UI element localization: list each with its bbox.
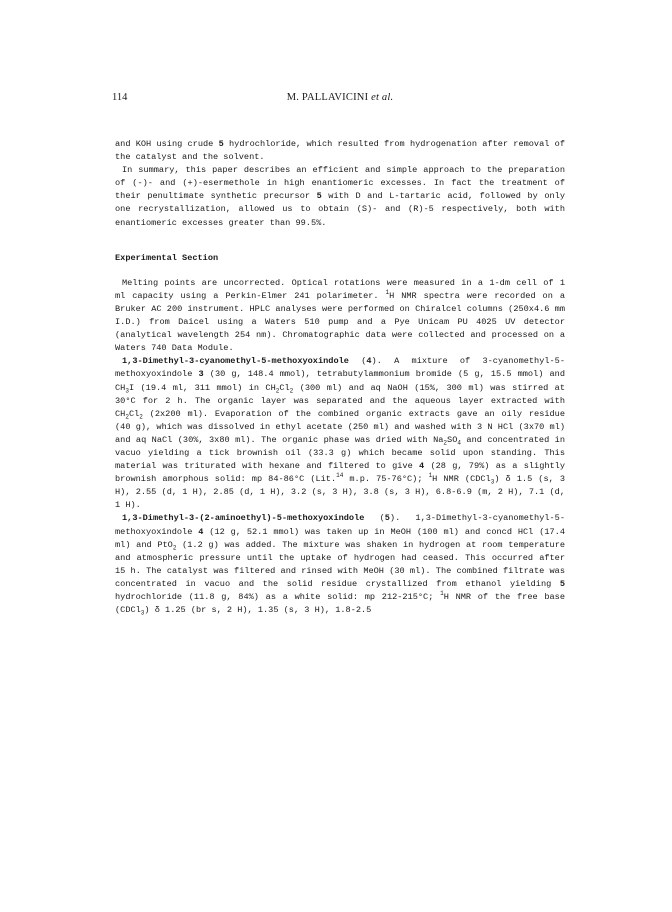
running-head-etal: et al.: [371, 92, 394, 103]
running-head-author: M. PALLAVICINI: [286, 92, 369, 103]
compound-title: 1,3-Dimethyl-3-cyanomethyl-5-methoxyoxindole: [122, 356, 349, 367]
page-number: 114: [112, 92, 128, 103]
paragraph-compound-4: 1,3-Dimethyl-3-cyanomethyl-5-methoxyoxindole (4). A mixture of 3-cyanomethyl-5-methoxyoxindole 3 (30 g, 148.4 mmol), tetrabutylammonium bromide (5 g, 15.5 mmol) and $CH_3I$ (19.4 ml, 311 mmol) in $CH_2Cl_2$ (300 ml) and aq NaOH (15%, 300 ml) was stirred at 30°C for 2 h. The organic layer was separated and the aqueous layer extracted with $CH_2Cl_2$ (2x200 ml). Evaporation of the combined organic extracts gave an oily residue (40 g), which was dissolved in ethyl acetate (250 ml) and washed with 3 N HCl (3x70 ml) and aq NaCl (30%, 3x80 ml). The organic phase was dried with $Na_2SO_4$ and concentrated in vacuo yielding a tick brownish oil (33.3 g) which became solid upon standing. This material was triturated with hexane and filtered to give 4 (28 g, 79%) as a slightly brownish amorphous solid: mp 84-86°C (Lit.$^{14}$ m.p. 75-76°C); $^1$H NMR (CDCl$_3$) δ 1.5 (s, 3 H), 2.55 (d, 1 H), 2.85 (d, 1 H), 3.2 (s, 3 H), 3.8 (s, 3 H), 6.8-6.9 (m, 2 H), 7.1 (d, 1 H).: [115, 356, 565, 511]
page-header: [112, 92, 568, 108]
spacer: [115, 265, 565, 277]
section-heading: Experimental Section: [115, 252, 219, 263]
paragraph-continuation: and KOH using crude 5 hydrochloride, which resulted from hydrogenation after removal of the catalyst and the solvent.: [115, 139, 565, 163]
compound-title: 1,3-Dimethyl-3-(2-aminoethyl)-5-methoxyoxindole: [122, 513, 365, 524]
paragraph-methods: Melting points are uncorrected. Optical rotations were measured in a 1-dm cell of 1 ml capacity using a Perkin-Elmer 241 polarimeter. $^1$H NMR spectra were recorded on a Bruker AC 200 instrument. HPLC analyses were performed on Chiralcel columns (250x4.6 mm I.D.) from Daicel using a Waters 510 pump and a Pye Unicam PU 4025 UV detector (analytical wavelength 254 nm). Chromatographic data were collected and processed on a Waters 740 Data Module.: [115, 277, 565, 354]
running-head: [112, 92, 568, 103]
spacer: [115, 230, 565, 252]
paragraph-compound-5: 1,3-Dimethyl-3-(2-aminoethyl)-5-methoxyoxindole (5). 1,3-Dimethyl-3-cyanomethyl-5-methoxyoxindole 4 (12 g, 52.1 mmol) was taken up in MeOH (100 ml) and concd HCl (17.4 ml) and PtO$_2$ (1.2 g) was added. The mixture was shaken in hydrogen at room temperature and atmospheric pressure until the uptake of hydrogen had ceased. This occurred after 15 h. The catalyst was filtered and rinsed with MeOH (30 ml). The combined filtrate was concentrated in vacuo and the solid residue crystallized from ethanol yielding 5 hydrochloride (11.8 g, 84%) as a white solid: mp 212-215°C; $^1$H NMR of the free base (CDCl$_3$) δ 1.25 (br s, 2 H), 1.35 (s, 3 H), 1.8-2.5: [115, 513, 566, 617]
article-body: [115, 138, 565, 617]
paragraph-summary: In summary, this paper describes an efficient and simple approach to the preparation of (-)- and (+)-esermethole in high enantiomeric excesses. In fact the treatment of their penultimate synthetic precursor 5 with D and L-tartaric acid, followed by only one recrystallization, allowed us to obtain (S)- and (R)-5 respectively, both with enantiomeric excesses greater than 99.5%.: [115, 165, 565, 228]
